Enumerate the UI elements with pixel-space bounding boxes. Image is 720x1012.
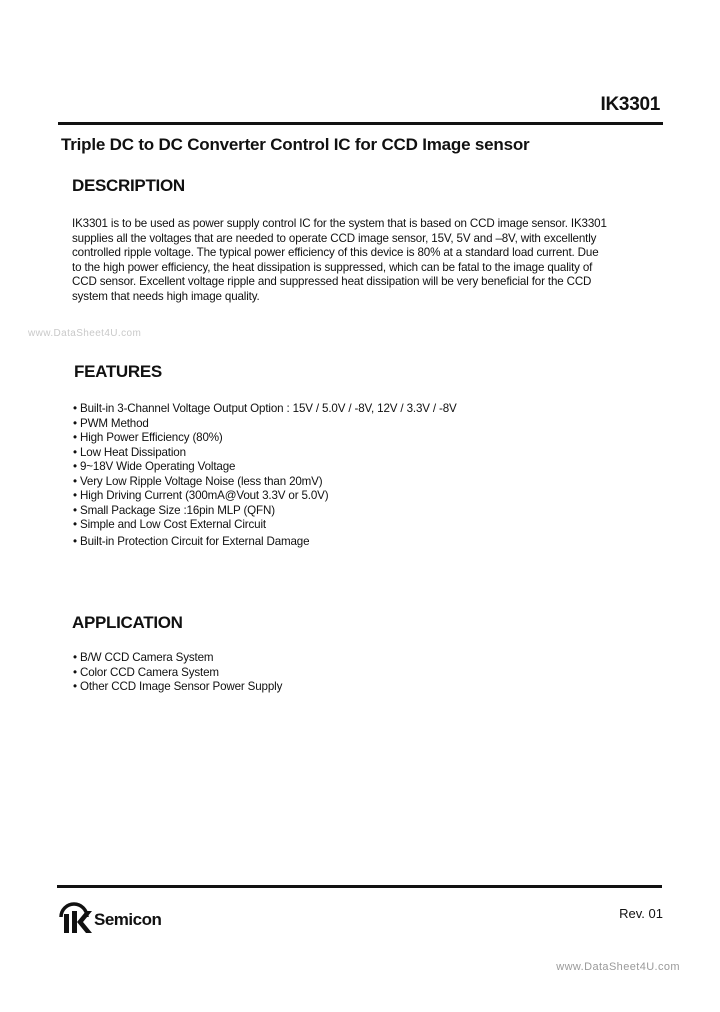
description-line: CCD sensor. Excellent voltage ripple and suppressed heat dissipation will be very beneficial for the CCD xyxy=(72,275,592,289)
part-number: IK3301 xyxy=(600,94,660,115)
feature-item: • Simple and Low Cost External Circuit xyxy=(73,518,266,531)
application-item: • B/W CCD Camera System xyxy=(73,651,214,664)
header-rule xyxy=(58,122,663,125)
ik-logo-icon xyxy=(58,897,96,935)
logo-text: Semicon xyxy=(94,910,162,929)
description-line: to the high power efficiency, the heat dissipation is suppressed, which can be fatal to the image quality of xyxy=(72,260,593,274)
application-item: • Other CCD Image Sensor Power Supply xyxy=(73,680,283,693)
document-title: Triple DC to DC Converter Control IC for CCD Image sensor xyxy=(61,135,530,154)
description-line: supplies all the voltages that are needed to operate CCD image sensor, 15V, 5V and –8V, with excellently xyxy=(72,231,597,245)
application-heading: APPLICATION xyxy=(72,613,183,632)
application-item: • Color CCD Camera System xyxy=(73,665,219,679)
feature-item: • Very Low Ripple Voltage Noise (less than 20mV) xyxy=(73,474,323,488)
feature-item: • High Power Efficiency (80%) xyxy=(73,431,223,444)
features-list xyxy=(73,402,457,550)
feature-item: • Small Package Size :16pin MLP (QFN) xyxy=(73,503,275,517)
application-list xyxy=(73,651,282,695)
features-heading: FEATURES xyxy=(74,362,162,381)
feature-item: • Built-in 3-Channel Voltage Output Option : 15V / 5.0V / -8V, 12V / 3.3V / -8V xyxy=(73,402,457,415)
watermark-mid: www.DataSheet4U.com xyxy=(28,328,142,339)
description-line: system that needs high image quality. xyxy=(72,289,260,303)
description-line: IK3301 is to be used as power supply control IC for the system that is based on CCD image sensor. IK3301 xyxy=(72,217,607,230)
description-line: controlled ripple voltage. The typical power efficiency of this device is 80% at a standard load current. Due xyxy=(72,246,599,260)
description-body xyxy=(72,217,672,305)
feature-item: • Built-in Protection Circuit for External Damage xyxy=(73,535,310,548)
footer-rule xyxy=(57,885,662,888)
feature-item: • High Driving Current (300mA@Vout 3.3V or 5.0V) xyxy=(73,489,329,502)
watermark-bottom: www.DataSheet4U.com xyxy=(556,961,680,973)
feature-item: • Low Heat Dissipation xyxy=(73,445,186,459)
description-heading: DESCRIPTION xyxy=(72,176,185,195)
revision-label: Rev. 01 xyxy=(619,906,663,921)
feature-item: • 9~18V Wide Operating Voltage xyxy=(73,460,236,473)
feature-item: • PWM Method xyxy=(73,416,149,430)
